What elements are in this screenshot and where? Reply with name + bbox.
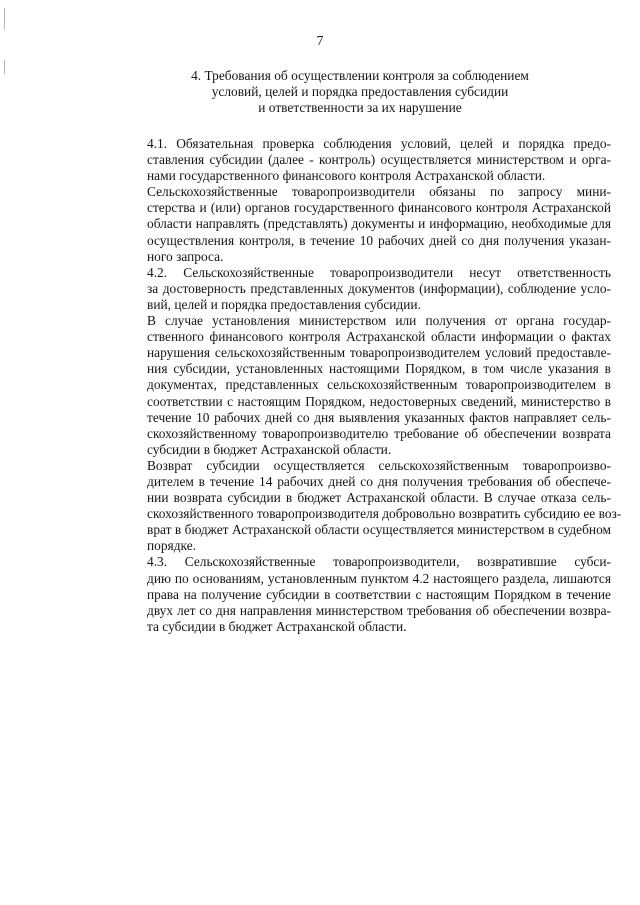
text-line: Сельскохозяйственные товаропроизводители обязаны по запросу мини- <box>147 184 611 200</box>
text-line: та субсидии в бюджет Астраханской области. <box>147 618 407 634</box>
paragraph-4-2 <box>111 265 611 313</box>
text-line: нами государственного финансового контроля Астраханской области. <box>147 168 546 184</box>
text-line: ния субсидии, установленных настоящими Порядком, в том числе указания в <box>147 361 611 377</box>
text-line: документах, представленных сельскохозяйственным товаропроизводителем в <box>147 377 611 393</box>
text-line: соответствии с настоящим Порядком, недостоверных сведений, министерство в <box>147 393 611 409</box>
text-line: течение 10 рабочих дней со дня выявления указанных фактов направляет сель- <box>147 409 611 425</box>
text-line: осуществления контроля, в течение 10 рабочих дней со дня получения указан- <box>147 232 611 248</box>
text-line: области направлять (представлять) документы и информацию, необходимые для <box>147 216 611 232</box>
text-line: нии возврата субсидии в бюджет Астраханской области. В случае отказа сель- <box>147 490 611 506</box>
section-heading <box>150 68 570 116</box>
text-line: Возврат субсидии осуществляется сельскохозяйственным товаропроизво- <box>147 457 611 473</box>
text-line: скохозяйственного товаропроизводителя добровольно возвратить субсидию ее воз- <box>147 506 622 522</box>
paragraph-4-3 <box>111 554 611 634</box>
text-line: В случае установления министерством или получения от органа государ- <box>147 313 611 329</box>
text-line: ного запроса. <box>147 248 224 264</box>
section-heading-line: 4. Требования об осуществлении контроля за соблюдением <box>191 68 529 83</box>
paragraph-refund <box>111 457 622 555</box>
scan-margin-mark <box>4 8 5 30</box>
text-line: права на получение субсидии в соответствии с настоящим Порядком в течение <box>147 586 611 602</box>
paragraph-4-1 <box>111 136 611 184</box>
text-line: за достоверность представленных документов (информации), соблюдение усло- <box>147 280 611 296</box>
text-line: дию по основаниям, установленным пунктом 4.2 настоящего раздела, лишаются <box>147 570 611 586</box>
text-line: 4.3. Сельскохозяйственные товаропроизводители, возвратившие субси- <box>147 554 611 570</box>
text-line: ставления субсидии (далее - контроль) осуществляется министерством и орга- <box>147 152 611 168</box>
paragraph-violation-case <box>111 313 611 458</box>
section-heading-line: условий, целей и порядка предоставления субсидии <box>211 84 509 99</box>
text-line: стерства и (или) органов государственного финансового контроля Астраханской <box>147 200 611 216</box>
text-line: нарушения сельскохозяйственным товаропроизводителем условий предоставле- <box>147 345 611 361</box>
text-line: скохозяйственному товаропроизводителю требование об обеспечении возврата <box>147 425 611 441</box>
text-line: субсидии в бюджет Астраханской области. <box>147 441 392 457</box>
text-line: дителем в течение 14 рабочих дней со дня получения требования об обеспече- <box>147 473 611 489</box>
text-line: порядке. <box>147 538 196 554</box>
section-heading-line: и ответственности за их нарушение <box>258 100 462 115</box>
text-line: 4.2. Сельскохозяйственные товаропроизводители несут ответственность <box>147 264 611 280</box>
text-line: 4.1. Обязательная проверка соблюдения условий, целей и порядка предо- <box>147 136 611 151</box>
scan-margin-mark <box>4 60 5 74</box>
section-body <box>111 136 622 635</box>
text-line: двух лет со дня направления министерством требования об обеспечении возвра- <box>147 602 611 618</box>
text-line: врат в бюджет Астраханской области осуществляется министерством в судебном <box>147 522 611 538</box>
text-line: вий, целей и порядка предоставления субсидии. <box>147 296 421 312</box>
paragraph-obligations <box>111 184 611 264</box>
text-line: ственного финансового контроля Астраханской области информации о фактах <box>147 329 611 345</box>
page-number: 7 <box>316 33 324 48</box>
